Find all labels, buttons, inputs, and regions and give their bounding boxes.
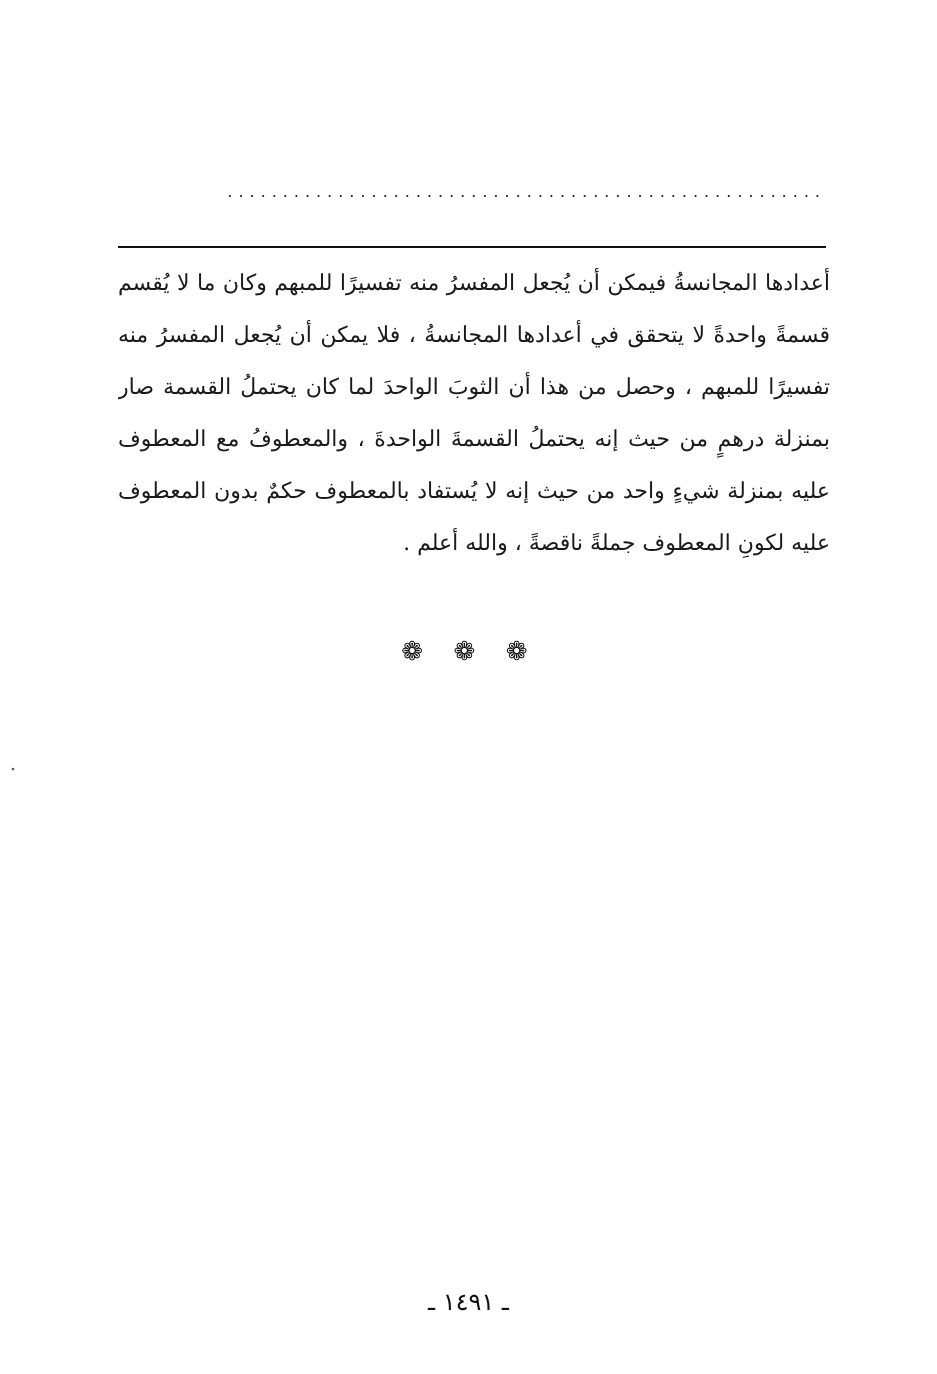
text-line: تفسيرًا للمبهم ، وحصل من هذا أن الثوبَ الواحدَ لما كان يحتملُ القسمة صار: [118, 375, 830, 400]
flower-ornament-icon: ❁: [401, 637, 438, 667]
page-number: ـ ١٤٩١ ـ: [428, 1288, 509, 1316]
text-line: عليه بمنزلة شيءٍ واحد من حيث إنه لا يُستفاد بالمعطوف حكمٌ بدون المعطوف: [118, 479, 830, 504]
text-line: قسمةً واحدةً لا يتحقق في أعدادها المجانسةُ ، فلا يمكن أن يُجعل المفسرُ منه: [118, 323, 830, 348]
text-line: بمنزلة درهمٍ من حيث إنه يحتملُ القسمةَ الواحدةَ ، والمعطوفُ مع المعطوف: [118, 427, 830, 452]
text-line: عليه لكونِ المعطوف جملةً ناقصةً ، والله أعلم .: [403, 531, 830, 556]
dotted-separator: ......................................................: [227, 182, 826, 201]
text-line: أعدادها المجانسةُ فيمكن أن يُجعل المفسرُ منه تفسيرًا للمبهم وكان ما لا يُقسم: [118, 271, 830, 296]
speck: [12, 768, 15, 771]
flower-ornament-icon: ❁: [505, 637, 542, 667]
flower-ornament-icon: ❁: [453, 637, 490, 667]
